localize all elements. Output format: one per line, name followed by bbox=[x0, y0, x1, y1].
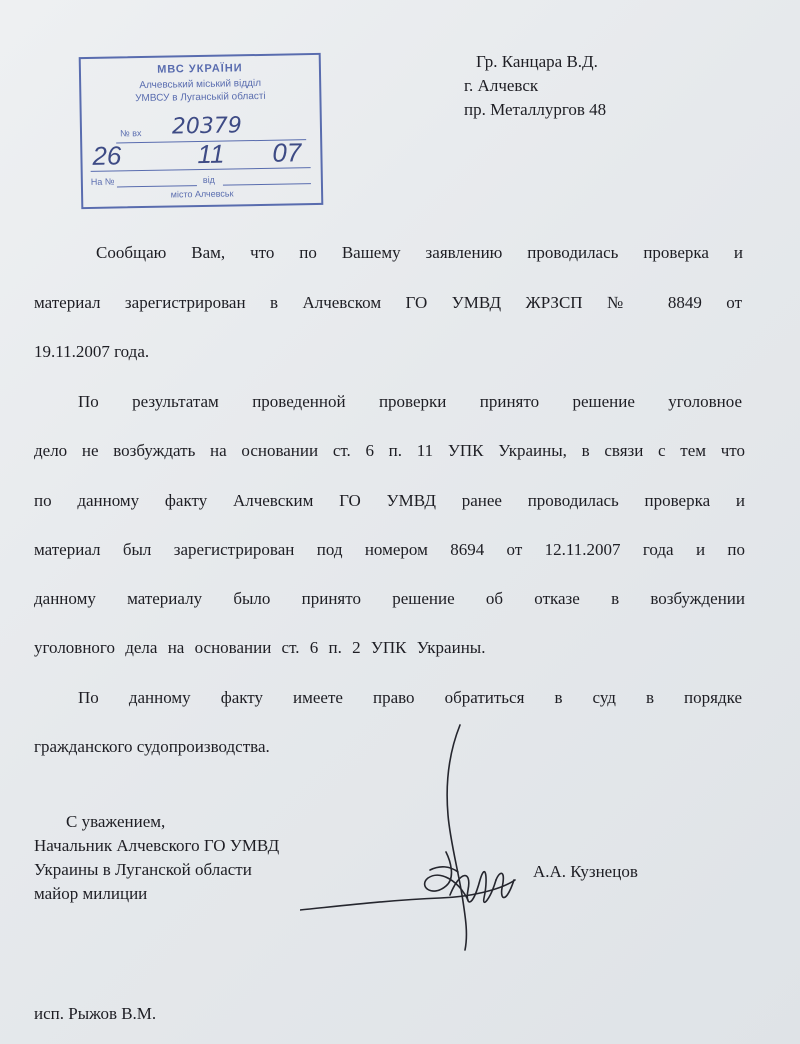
address-line-2: г. Алчевск bbox=[464, 76, 539, 95]
stamp-date-year: 07 bbox=[272, 137, 302, 168]
stamp-number-label: № вх bbox=[119, 128, 142, 139]
paragraph-1-line-1: Сообщаю Вам, что по Вашему заявлению проводилась проверка и bbox=[96, 243, 743, 262]
closing-title-3: майор милиции bbox=[34, 884, 148, 903]
stamp-from-underline bbox=[223, 183, 311, 186]
paragraph-2-line-5: данному материалу было принято решение об отказе в возбуждении bbox=[34, 589, 745, 608]
paragraph-2-line-1: По результатам проведенной проверки принято решение уголовное bbox=[78, 392, 742, 411]
paragraph-2-line-3: по данному факту Алчевским ГО УМВД ранее проводилась проверка и bbox=[34, 491, 745, 510]
stamp-ref-underline bbox=[117, 185, 197, 187]
address-line-1: Гр. Канцара В.Д. bbox=[476, 52, 598, 71]
registration-stamp bbox=[79, 53, 324, 209]
stamp-from-label: від bbox=[202, 174, 215, 185]
stamp-number: 20379 bbox=[171, 113, 243, 140]
paragraph-3-line-1: По данному факту имеете право обратиться в суд в порядке bbox=[78, 688, 742, 707]
closing-title-1: Начальник Алчевского ГО УМВД bbox=[34, 836, 280, 855]
stamp-line-1: МВС УКРАЇНИ bbox=[157, 62, 243, 76]
closing-regards: С уважением, bbox=[66, 812, 166, 831]
signatory-name: А.А. Кузнецов bbox=[533, 862, 638, 881]
stamp-line-2: Алчевський міський відділ bbox=[139, 77, 262, 92]
executor-note: исп. Рыжов В.М. bbox=[34, 1004, 157, 1023]
paragraph-2-line-2: дело не возбуждать на основании ст. 6 п. 11 УПК Украины, в связи с тем что bbox=[34, 441, 745, 460]
handwritten-signature bbox=[300, 720, 560, 960]
closing-title-2: Украины в Луганской области bbox=[34, 860, 252, 879]
paragraph-1-line-2: материал зарегистрирован в Алчевском ГО УМВД ЖРЗСП № 8849 от bbox=[34, 293, 742, 312]
paragraph-2-line-4: материал был зарегистрирован под номером 8694 от 12.11.2007 года и по bbox=[34, 540, 745, 559]
paragraph-2-line-6: уголовного дела на основании ст. 6 п. 2 УПК Украины. bbox=[34, 638, 486, 657]
stamp-date-month: 11 bbox=[197, 138, 225, 170]
stamp-date-day: 26 bbox=[92, 140, 122, 171]
stamp-ref-label: На № bbox=[90, 176, 115, 187]
paragraph-3-line-2: гражданского судопроизводства. bbox=[34, 737, 270, 756]
stamp-city: місто Алчевськ bbox=[170, 188, 234, 200]
stamp-line-3: УМВСУ в Луганській області bbox=[135, 90, 266, 105]
address-line-3: пр. Металлургов 48 bbox=[464, 100, 607, 119]
paragraph-1-line-3: 19.11.2007 года. bbox=[34, 342, 150, 361]
